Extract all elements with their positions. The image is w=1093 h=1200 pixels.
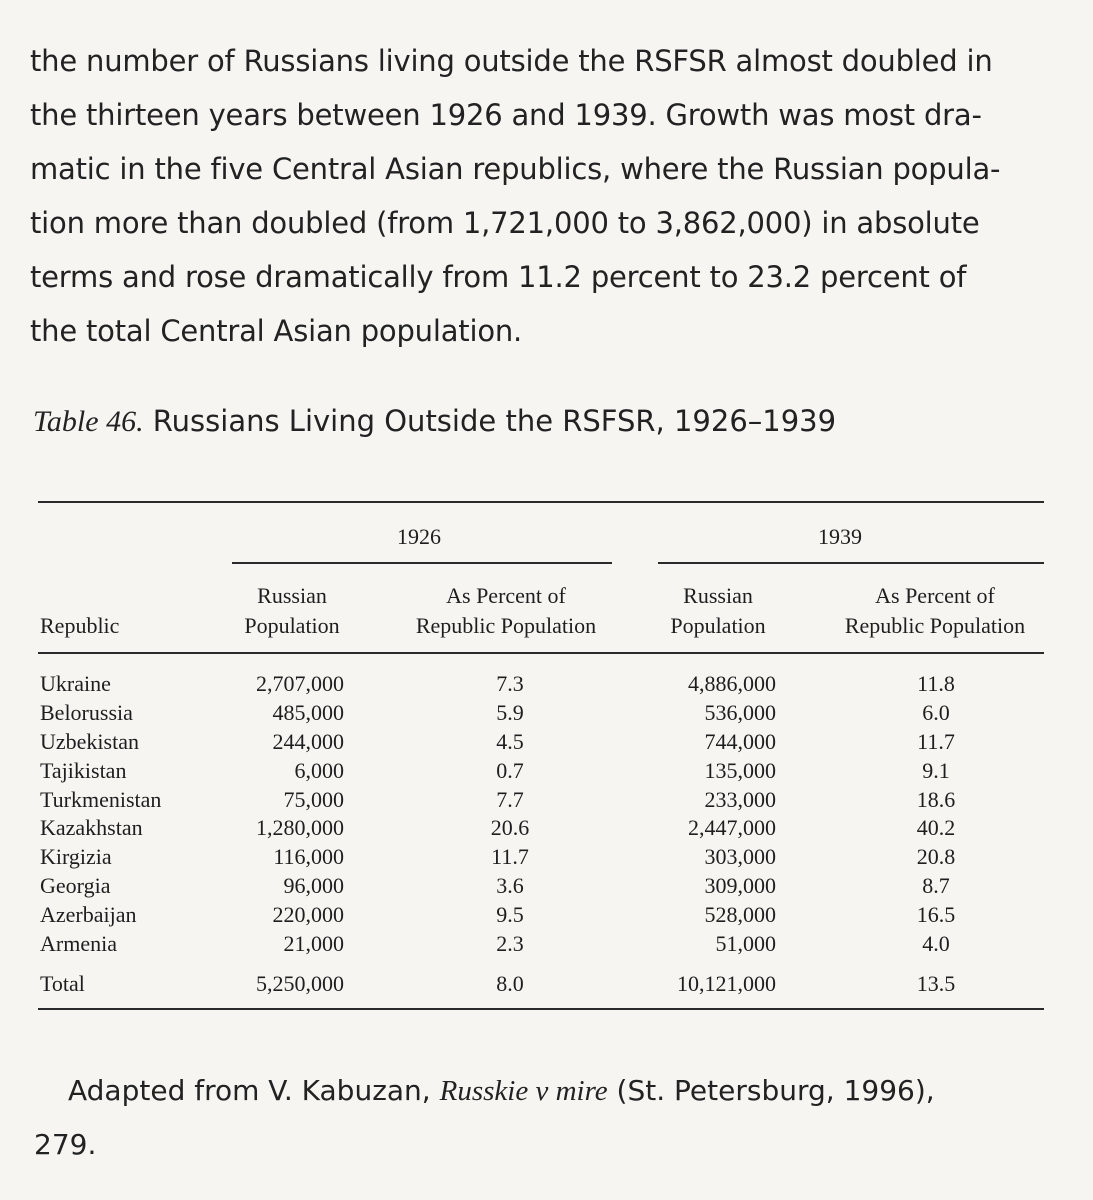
cell-pop-1939: 303,000 — [704, 844, 776, 870]
header-pop-1939-line2: Population — [670, 613, 766, 638]
cell-pop-1939: 2,447,000 — [688, 815, 776, 841]
year-1939-header: 1939 — [818, 524, 862, 549]
source-suffix: (St. Petersburg, 1996), — [607, 1074, 935, 1107]
column-pop-1926 — [200, 670, 344, 959]
header-pop-1926-line1: Russian — [257, 583, 327, 608]
cell-pop-1926: 220,000 — [272, 902, 344, 928]
cell-pop-1926: 244,000 — [272, 728, 344, 754]
cell-pct-1926: 4.5 — [496, 728, 524, 754]
cell-pct-1939: 6.0 — [922, 699, 950, 725]
year-1926-header: 1926 — [397, 524, 441, 549]
header-pct-1926-line1: As Percent of — [446, 583, 566, 608]
cell-pct-1939: 11.8 — [917, 671, 955, 696]
year-1939-rule — [658, 562, 1044, 564]
cell-pop-1939: 4,886,000 — [688, 671, 776, 696]
cell-pct-1926: 7.3 — [496, 671, 524, 696]
paragraph-line-1: the number of Russians living outside the RSFSR almost doubled in — [30, 44, 993, 78]
cell-pop-1926: 1,280,000 — [256, 815, 344, 841]
column-pct-1926 — [460, 670, 560, 959]
cell-pop-1939: 309,000 — [704, 873, 776, 899]
cell-pct-1939: 16.5 — [916, 902, 956, 928]
header-pct-1926 — [396, 581, 616, 641]
cell-pct-1939: 20.8 — [916, 844, 956, 870]
cell-pop-1939: 536,000 — [704, 699, 776, 725]
header-pop-1939 — [658, 581, 778, 641]
cell-pct-1926: 3.6 — [496, 873, 524, 899]
source-line-2: 279. — [34, 1128, 97, 1161]
total-pct-1926: 8.0 — [496, 971, 524, 996]
cell-pop-1926: 6,000 — [294, 757, 344, 783]
cell-pop-1926: 485,000 — [272, 699, 344, 725]
cell-pct-1939: 40.2 — [916, 815, 956, 841]
cell-pct-1926: 5.9 — [496, 699, 524, 725]
table-caption — [33, 404, 836, 439]
cell-pop-1926: 21,000 — [283, 931, 344, 957]
cell-pop-1939: 528,000 — [704, 902, 776, 928]
header-pop-1939-line1: Russian — [683, 583, 753, 608]
cell-pct-1939: 4.0 — [922, 931, 950, 957]
cell-pct-1926: 11.7 — [491, 844, 529, 870]
table-bottom-rule — [38, 1008, 1044, 1010]
cell-republic: Georgia — [40, 873, 111, 899]
paragraph-line-3: matic in the five Central Asian republics, where the Russian popula- — [30, 152, 1001, 186]
paragraph-line-5: terms and rose dramatically from 11.2 percent to 23.2 percent of — [30, 260, 967, 294]
total-pct-1939: 13.5 — [916, 971, 956, 996]
cell-republic: Tajikistan — [40, 757, 127, 783]
paragraph-line-6: the total Central Asian population. — [30, 314, 523, 348]
header-pct-1939-line2: Republic Population — [844, 613, 1026, 638]
cell-pop-1939: 744,000 — [704, 728, 776, 754]
column-republic — [40, 670, 220, 959]
total-pop-1939: 10,121,000 — [677, 971, 776, 996]
header-pop-1926-line2: Population — [244, 613, 340, 638]
cell-pop-1926: 2,707,000 — [256, 671, 344, 696]
cell-pop-1939: 233,000 — [704, 786, 776, 812]
cell-pct-1926: 20.6 — [490, 815, 530, 841]
cell-pop-1939: 51,000 — [715, 931, 776, 957]
table-top-rule — [38, 501, 1044, 503]
header-pct-1939 — [824, 581, 1046, 641]
cell-pop-1926: 75,000 — [283, 786, 344, 812]
table-caption-label: Table 46. — [33, 405, 144, 438]
cell-republic: Armenia — [40, 931, 117, 957]
total-republic: Total — [40, 971, 85, 996]
table-caption-title: Russians Living Outside the RSFSR, 1926–1939 — [143, 404, 837, 438]
cell-pct-1939: 9.1 — [922, 757, 950, 783]
header-bottom-rule — [38, 652, 1044, 654]
header-pop-1926 — [232, 581, 352, 641]
header-pct-1926-line2: Republic Population — [415, 613, 597, 638]
cell-republic: Uzbekistan — [40, 728, 139, 754]
source-prefix: Adapted from V. Kabuzan, — [68, 1074, 440, 1107]
cell-republic: Kirgizia — [40, 844, 112, 870]
cell-pct-1926: 0.7 — [496, 757, 524, 783]
source-title: Russkie v mire — [439, 1075, 608, 1107]
source-note — [34, 1064, 1074, 1172]
cell-pop-1926: 96,000 — [283, 873, 344, 899]
cell-pop-1926: 116,000 — [273, 844, 344, 870]
cell-republic: Turkmenistan — [40, 786, 162, 812]
cell-pct-1939: 18.6 — [916, 786, 956, 812]
total-pop-1926: 5,250,000 — [256, 971, 344, 996]
source-line-1 — [34, 1064, 1074, 1118]
cell-republic: Kazakhstan — [40, 815, 143, 841]
cell-pct-1939: 11.7 — [917, 728, 955, 754]
cell-pct-1926: 2.3 — [496, 931, 524, 957]
cell-pct-1926: 9.5 — [496, 902, 524, 928]
paragraph-line-2: the thirteen years between 1926 and 1939. Growth was most dra- — [30, 98, 982, 132]
body-paragraph — [30, 34, 1070, 358]
year-1926-rule — [232, 562, 612, 564]
header-pct-1939-line1: As Percent of — [875, 583, 995, 608]
cell-pct-1939: 8.7 — [922, 873, 950, 899]
paragraph-line-4: tion more than doubled (from 1,721,000 to 3,862,000) in absolute — [30, 206, 980, 240]
cell-pop-1939: 135,000 — [704, 757, 776, 783]
column-pct-1939 — [886, 670, 986, 959]
column-pop-1939 — [620, 670, 776, 959]
cell-republic: Belorussia — [40, 699, 133, 725]
cell-republic: Ukraine — [40, 671, 111, 696]
cell-pct-1926: 7.7 — [496, 786, 524, 812]
header-republic: Republic — [40, 613, 120, 638]
cell-republic: Azerbaijan — [40, 902, 137, 928]
